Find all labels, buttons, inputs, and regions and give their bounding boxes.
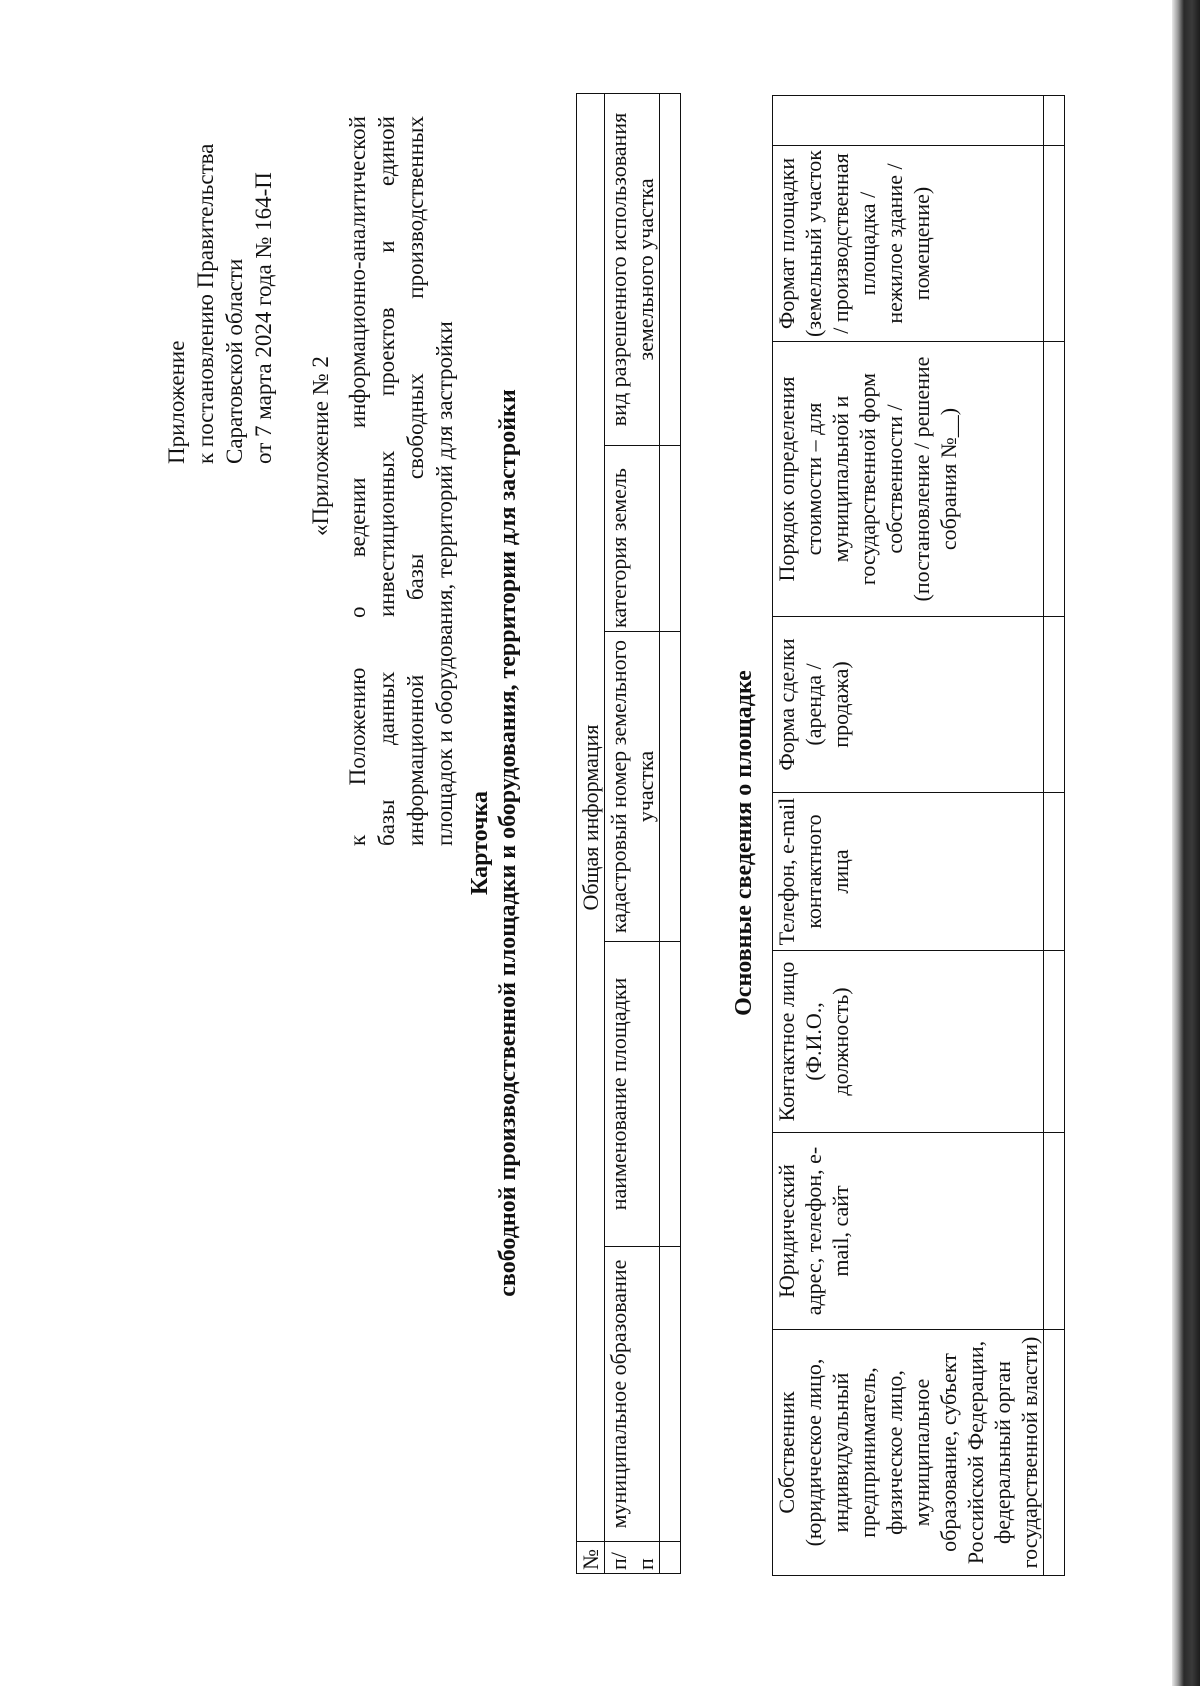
column-header: категория земель bbox=[605, 446, 660, 632]
appendix-line: базы данных инвестиционных проектов и единой bbox=[374, 116, 399, 846]
column-header: Собственник (юридическое лицо, индивидуальный предприниматель, физическое лицо, муниципальное образование, субъект Российской Федерации, федеральный орган государственной власти) bbox=[773, 1330, 1044, 1576]
table-cell bbox=[1044, 1133, 1065, 1330]
appendix-heading: «Приложение № 2 bbox=[308, 356, 333, 536]
approval-line: Приложение bbox=[164, 340, 189, 464]
table-cell bbox=[660, 1542, 681, 1574]
approval-block bbox=[162, 144, 278, 464]
table-cell bbox=[660, 93, 681, 445]
table-cell bbox=[1044, 96, 1065, 146]
appendix-block bbox=[306, 116, 459, 846]
table-cell bbox=[660, 942, 681, 1247]
column-header: Телефон, e-mail контактного лица bbox=[773, 793, 1044, 951]
appendix-line: к Положению о ведении информационно-аналитической bbox=[345, 116, 370, 846]
table-row bbox=[773, 96, 1044, 1576]
table-row bbox=[660, 93, 681, 1573]
approval-line: Саратовской области bbox=[222, 258, 247, 464]
table-cell bbox=[1044, 793, 1065, 951]
table-cell bbox=[1044, 617, 1065, 793]
table-row bbox=[1044, 96, 1065, 1576]
general-info-table bbox=[576, 93, 681, 1574]
table-cell bbox=[660, 632, 681, 942]
section-heading: Основные сведения о площадке bbox=[731, 670, 757, 1016]
column-header: Форма сделки (аренда / продажа) bbox=[773, 617, 1044, 793]
column-header: муниципальное образование bbox=[605, 1247, 660, 1542]
table-cell bbox=[660, 446, 681, 632]
column-header: наименование площадки bbox=[605, 942, 660, 1247]
table-cell bbox=[1044, 342, 1065, 617]
table-row bbox=[605, 93, 660, 1573]
column-header: Формат площадки (земельный участок / производственная площадка / нежилое здание / помещение) bbox=[773, 146, 1044, 342]
number-header: № bbox=[577, 1542, 605, 1574]
table-cell bbox=[1044, 951, 1065, 1133]
appendix-line: информационной базы свободных производственных bbox=[403, 116, 428, 846]
card-subtitle-text: свободной производственной площадки и оборудования, территории для застройки bbox=[495, 389, 521, 1297]
approval-line: от 7 марта 2024 года № 164-П bbox=[251, 172, 276, 464]
table-row bbox=[577, 93, 605, 1573]
table-cell bbox=[660, 1247, 681, 1542]
number-header-sub: п/п bbox=[605, 1542, 660, 1574]
group-header: Общая информация bbox=[577, 93, 605, 1541]
card-title-text: Карточка bbox=[467, 791, 493, 895]
column-header: кадастровый номер земельного участка bbox=[605, 632, 660, 942]
main-info-table bbox=[772, 95, 1065, 1576]
column-header: Контактное лицо (Ф.И.О., должность) bbox=[773, 951, 1044, 1133]
column-header: Юридический адрес, телефон, e-mail, сайт bbox=[773, 1133, 1044, 1330]
column-header: вид разрешенного использования земельного участка bbox=[605, 93, 660, 445]
scan-edge-shadow bbox=[1172, 0, 1200, 1686]
table-cell bbox=[1044, 146, 1065, 342]
approval-line: к постановлению Правительства bbox=[193, 143, 218, 464]
appendix-line: площадок и оборудования, территорий для застройки bbox=[432, 321, 457, 846]
card-title bbox=[466, 0, 522, 1686]
column-header bbox=[773, 96, 1044, 146]
column-header: Порядок определения стоимости – для муниципальной и государственной форм собственности / (постановление / решение собрания №__) bbox=[773, 342, 1044, 617]
table-cell bbox=[1044, 1330, 1065, 1576]
